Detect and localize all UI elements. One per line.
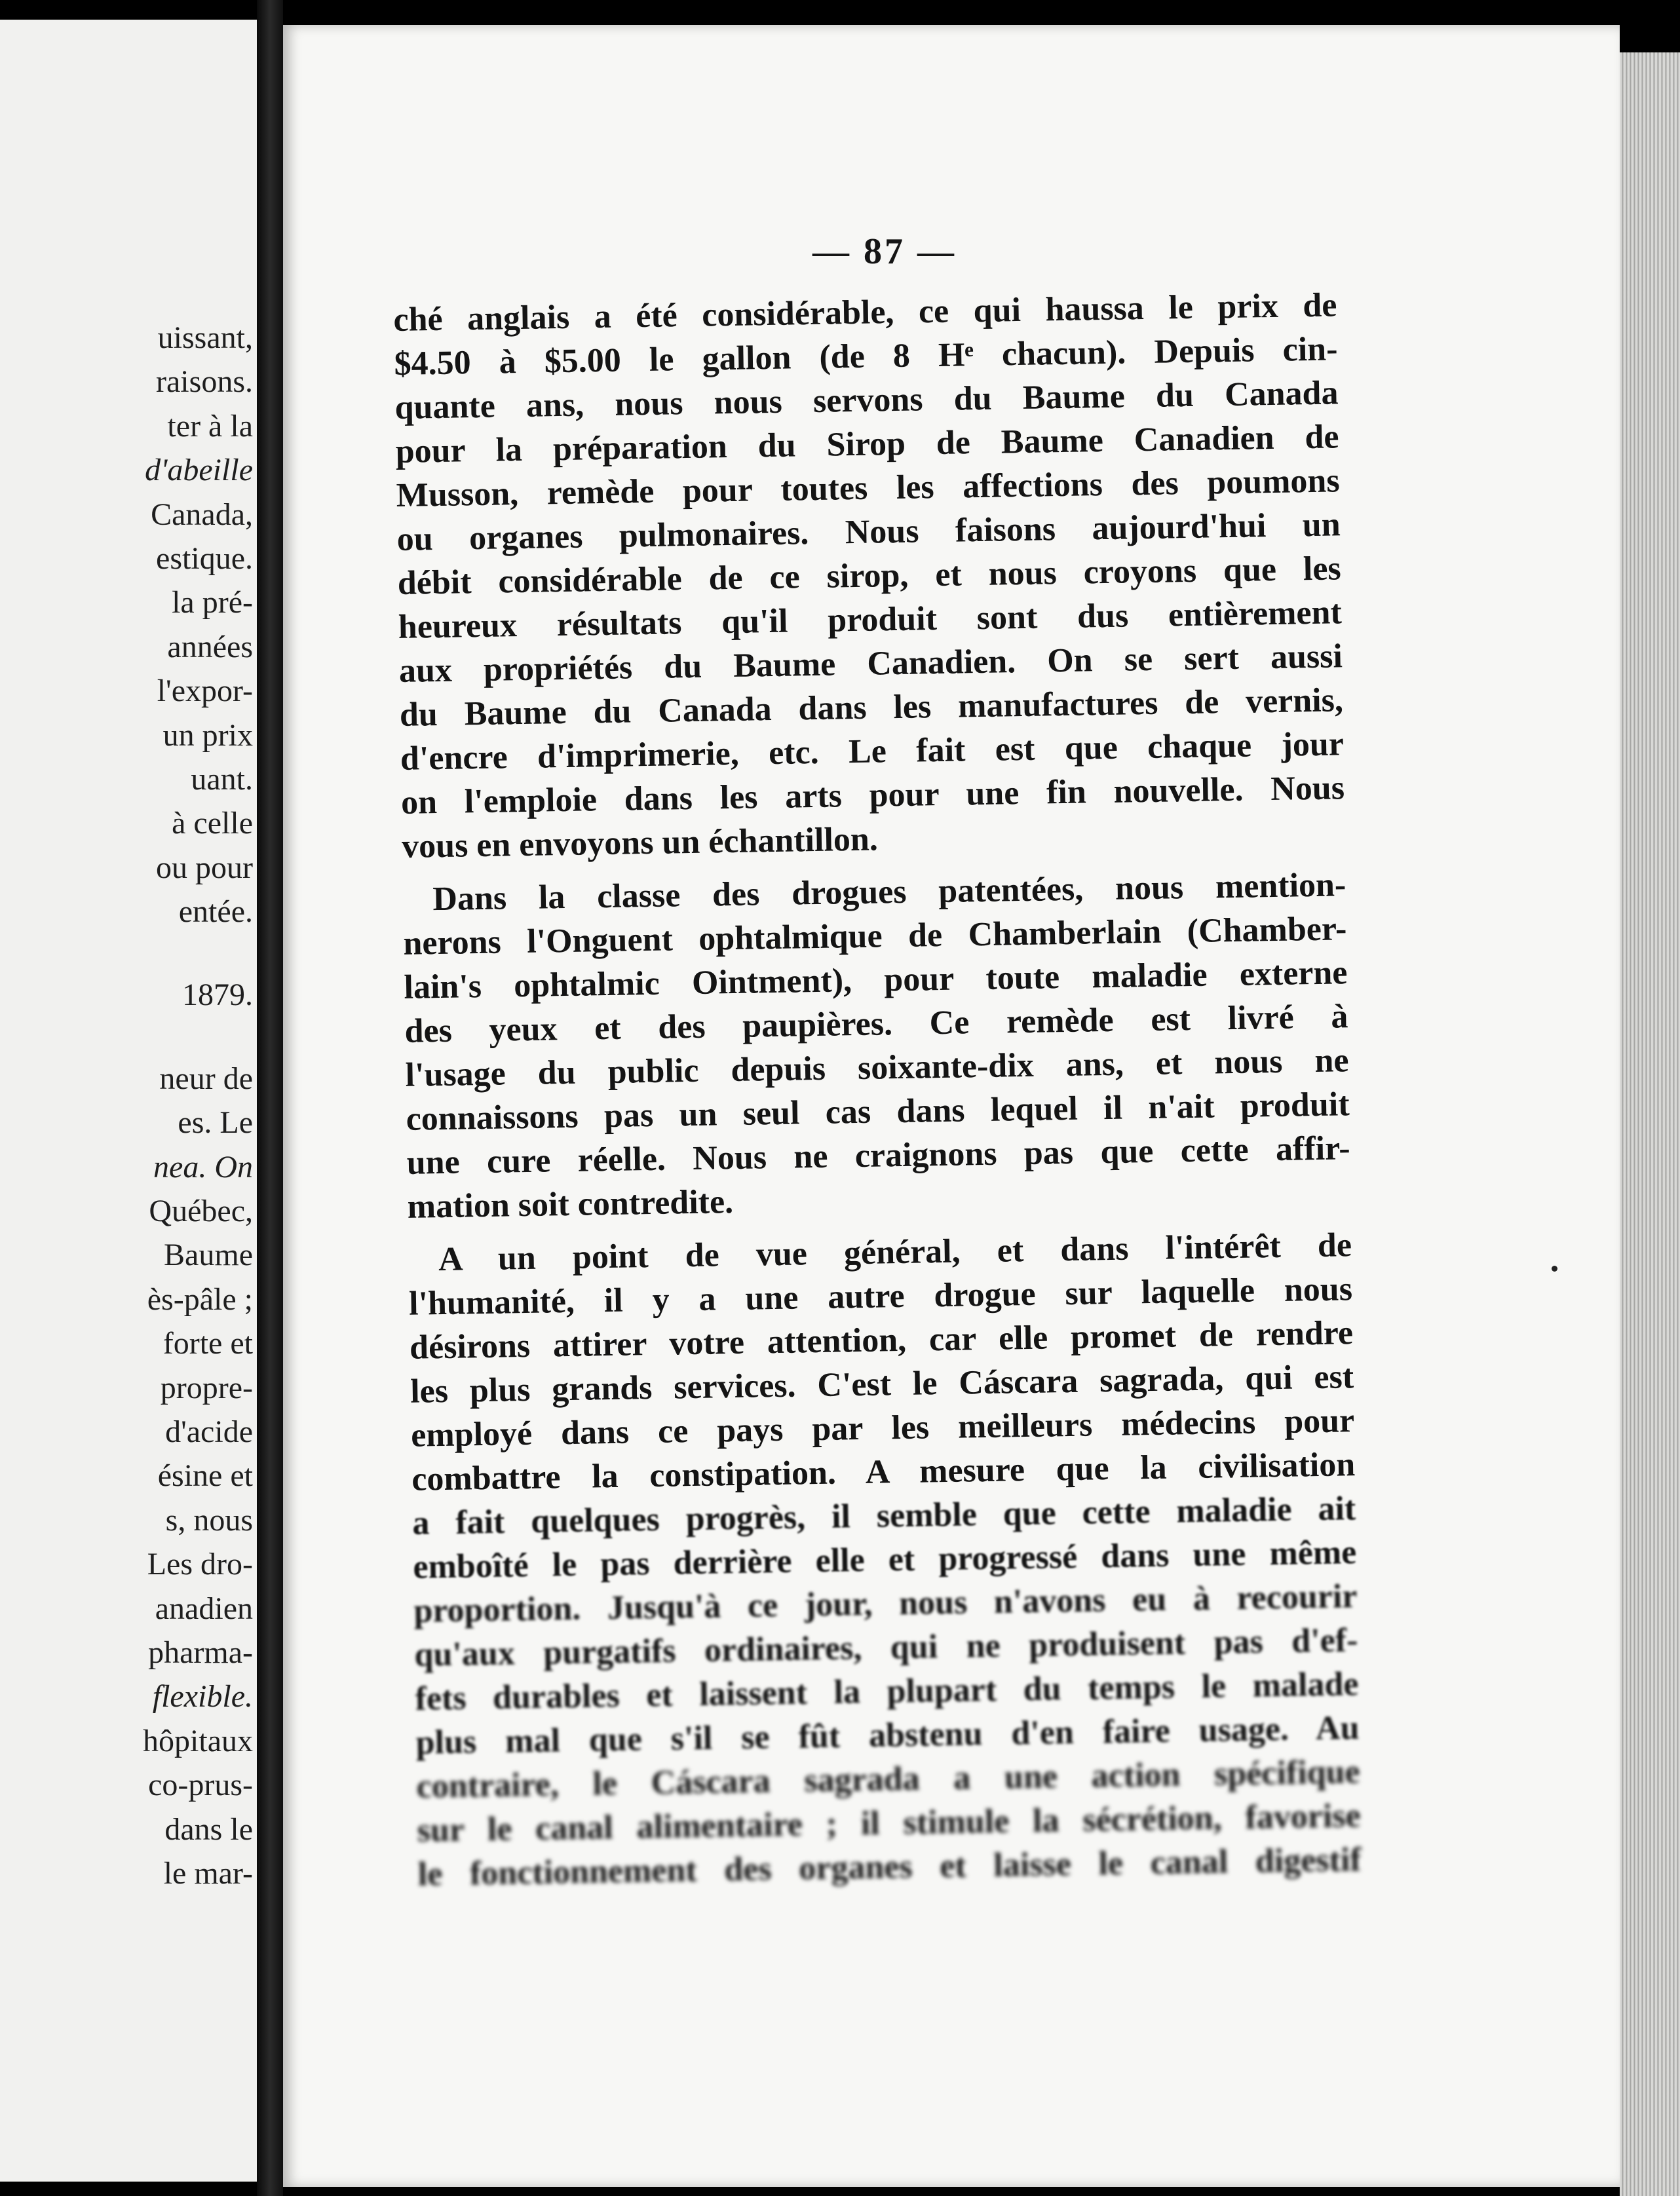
left-line: Canada, [151,497,253,532]
left-line: la pré- [172,585,253,620]
text-line: des yeux et des paupières. Ce remède est livré à [404,998,1348,1050]
text-line: nerons l'Onguent ophtalmique de Chamberlain (Chamber- [403,910,1347,962]
left-line: dans le [164,1811,253,1847]
text-line: combattre la constipation. A mesure que la civilisation [411,1446,1356,1498]
left-line: s, nous [165,1502,253,1538]
previous-page [0,20,257,2182]
left-line: le mar- [163,1855,253,1891]
text-line: pour la préparation du Sirop de Baume Canadien de [395,418,1339,470]
text-line: Musson, remède pour toutes les affections des poumons [396,462,1341,514]
left-line: es. Le [178,1105,253,1141]
text-line: contraire, le Cáscara sagrada a une action spécifique [416,1753,1360,1806]
left-line: raisons. [156,364,253,400]
left-line: entée. [178,894,253,930]
text-line: heureux résultats qu'il produit sont dus entièrement [398,594,1343,646]
book-gutter [257,0,283,2196]
left-line: un prix [162,717,253,753]
left-line: hôpitaux [143,1723,253,1758]
left-line: uissant, [157,320,253,355]
left-line: propre- [160,1370,253,1405]
text-line: $4.50 à $5.00 le gallon (de 8 Hᵉ chacun). Depuis cin- [394,330,1338,383]
text-line: désirons attirer votre attention, car elle promet de rendre [409,1314,1354,1367]
text-line: aux propriétés du Baume Canadien. On se sert aussi [398,637,1343,690]
left-line: ter à la [167,408,253,444]
previous-page-text [0,316,253,1895]
text-line: d'encre d'imprimerie, etc. Le fait est que chaque jour [400,725,1345,778]
left-line: neur de [159,1061,253,1096]
page-body-text [393,283,1362,1896]
left-line: pharma- [148,1635,253,1670]
text-line: a fait quelques progrès, il semble que cette maladie ait [411,1490,1356,1542]
left-line: Baume [164,1238,253,1273]
text-line: proportion. Jusqu'à ce jour, nous n'avons eu à recourir [413,1578,1358,1630]
left-line: ésine et [157,1458,253,1494]
text-line: quante ans, nous nous servons du Baume du Canada [394,374,1339,426]
left-line: Les dro- [147,1547,253,1582]
left-line: années [167,629,253,664]
left-line: co-prus- [148,1768,253,1803]
text-line: ou organes pulmonaires. Nous faisons aujourd'hui un [396,506,1341,558]
text-line: l'usage du public depuis soixante-dix ans, et nous ne [405,1042,1349,1094]
left-line: d'abeille [145,453,253,488]
text-line: vous en envoyons un échantillon. [401,820,879,865]
text-line: l'humanité, il y a une autre drogue sur laquelle nous [408,1270,1353,1323]
text-line: on l'emploie dans les arts pour une fin nouvelle. Nous [400,769,1345,822]
text-line: les plus grands services. C'est le Cáscara sagrada, qui est [410,1358,1354,1410]
left-line: anadien [155,1591,253,1626]
text-line: ché anglais a été considérable, ce qui haussa le prix de [393,286,1337,339]
text-line: emboîté le pas derrière elle et progressé dans une même [412,1534,1357,1586]
left-line: à celle [172,806,253,841]
left-line: Québec, [149,1194,253,1229]
text-line: le fonctionnement des organes et laisse le canal digestif [417,1841,1362,1893]
left-line: ès-pâle ; [147,1281,253,1317]
text-line: débit considérable de ce sirop, et nous croyons que les [397,550,1342,602]
text-line: une cure réelle. Nous ne craignons pas que cette affir- [406,1129,1351,1182]
page-edges [1620,52,1680,2196]
left-line: d'acide [165,1414,253,1449]
left-line: ou pour [156,850,253,885]
ink-speck [1552,1266,1557,1272]
left-line: 1879. [182,977,253,1013]
left-line: nea. On [153,1149,253,1184]
text-line: Dans la classe des drogues patentées, nous mention- [432,866,1346,918]
text-line: mation soit contredite. [407,1183,734,1226]
text-line: connaissons pas un seul cas dans lequel il n'ait produit [406,1086,1350,1138]
left-spacer [0,934,253,973]
text-line: plus mal que s'il se fût abstenu d'en faire usage. Au [415,1709,1360,1762]
text-line: lain's ophtalmic Ointment), pour toute maladie externe [404,954,1348,1006]
text-line: fets durables et laissent la plupart du temps le malade [415,1665,1359,1718]
left-line: estique. [156,540,253,576]
left-line: flexible. [152,1679,253,1714]
text-line: A un point de vue général, et dans l'intérêt de [438,1226,1352,1279]
left-line: forte et [162,1326,253,1361]
left-spacer [0,1017,253,1057]
left-line: l'expor- [157,673,253,709]
page-number: — 87 — [812,231,957,272]
text-line: sur le canal alimentaire ; il stimule la sécrétion, favorise [417,1797,1362,1849]
left-line: uant. [191,761,253,797]
text-line: qu'aux purgatifs ordinaires, qui ne produisent pas d'ef- [414,1621,1358,1674]
text-line: employé dans ce pays par les meilleurs médecins pour [410,1402,1355,1454]
text-line: du Baume du Canada dans les manufactures de vernis, [399,681,1344,734]
